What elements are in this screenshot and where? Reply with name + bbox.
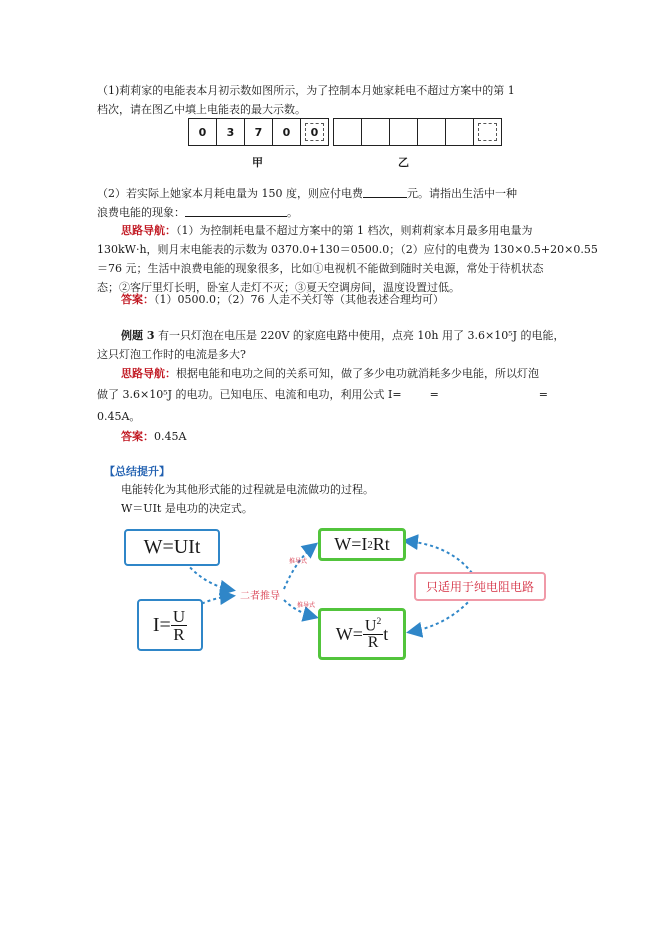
fraction-u2-over-r [363,617,383,651]
q1-line-2: 档次，请在图乙中填上电能表的最大示数。 [97,103,306,116]
formula-w-uit-text: W=UIt [143,536,201,558]
hint-2-text: 根据电能和电功之间的关系可知，做了多少电功就消耗多少电能，所以灯泡 [176,367,539,380]
q2-text-d: 。 [287,206,298,219]
formula-i-left: I= [152,613,171,636]
meter-a-digit: 3 [216,118,245,146]
center-label: 二者推导 [240,591,280,602]
example-3-text: 有一只灯泡在电压是 220V 的家庭电路中使用，点亮 10h 用了 3.6×10⁵J 的电能， [154,329,565,342]
equals-2: = [538,388,549,401]
hint-1-text: （1）为控制耗电量不超过方案中的第 1 档次，则莉莉家本月最多用电量为 [176,224,533,237]
hint-1-line-4: 态；②客厅里灯长明，卧室人走灯不灭；③夏天空调房间，温度设置过低。 [97,281,460,294]
formula-t-text: t [383,623,389,644]
meter-b-label: 乙 [398,156,409,169]
meter-a-label: 甲 [252,156,263,169]
meter-a-digit: 0 [310,125,319,139]
pure-resistance-note [414,572,546,601]
fraction-denominator: R [173,624,185,644]
answer-1-label: 答案： [121,293,154,306]
arrow-note-to-top [406,541,472,573]
equals-1: = [429,388,439,401]
example-3-label: 例题 3 [121,329,155,342]
upper-arrow-label: 推导式 [289,558,308,565]
hint-2-text-2: 做了 3.6×10⁵J 的电功。已知电压、电流和电功，利用公式 I= [97,388,402,401]
meter-a-digit: 7 [244,118,273,146]
fraction-u-over-r [171,608,187,643]
fraction-numerator: U [172,606,186,626]
arrow-center-to-top [284,545,315,589]
arrow-wuit-to-center [186,563,232,590]
exponent-2: 2 [376,615,382,627]
hint-1-label: 思路导航： [121,224,176,237]
hint-1-line-3: ＝76 元；生活中浪费电能的现象很多，比如①电视机不能做到随时关电源，常处于待机状态 [97,262,544,275]
formula-w-left: W= [335,623,363,644]
summary-heading: 【总结提升】 [104,465,170,478]
arrow-note-to-bottom [410,598,472,632]
hint-1-line-2: 130kW·h，则月末电能表的示数为 0370.0+130＝0500.0；（2）应付的电费为 130×0.5+20×0.55 [97,243,598,256]
formula-w-i-text: W=I [334,534,368,554]
q2-text-c: 浪费电能的现象： [97,206,185,219]
formula-w-u2-over-r-t [318,608,406,660]
exponent-2: 2 [367,538,373,551]
formula-w-uit [124,529,220,566]
answer-2-label: 答案： [121,430,154,443]
formula-i-u-over-r [137,599,203,651]
answer-2-text: 0.45A [154,430,187,443]
hint-2-label: 思路导航： [121,367,176,380]
formula-rt-text: Rt [372,534,390,554]
summary-line-2: W＝UIt 是电功的决定式。 [121,502,253,515]
meter-a-digit: 0 [272,118,301,146]
hint-2-line-3: 0.45A。 [97,410,141,423]
fraction-numerator [363,617,383,635]
q1-line-1: （1)莉莉家的电能表本月初示数如图所示，为了控制本月她家耗电不超过方案中的第 1 [97,84,515,97]
answer-1-text: （1）0500.0；（2）76 人走不关灯等（其他表述合理均可） [154,293,444,306]
q2-text-a: （2）若实际上她家本月耗电量为 150 度，则应付电费 [97,187,363,200]
example-3-line-2: 这只灯泡工作时的电流是多大? [97,348,246,361]
q2-text-b: 元。请指出生活中一种 [407,187,517,200]
meter-a-digit: 0 [188,118,217,146]
numerator-u: U [364,617,377,635]
formula-w-i2rt [318,528,406,561]
summary-line-1: 电能转化为其他形式能的过程就是电流做功的过程。 [121,483,374,496]
lower-arrow-label: 推导式 [297,602,316,609]
note-text: 只适用于纯电阻电路 [425,580,534,594]
fraction-denominator: R [367,634,379,652]
